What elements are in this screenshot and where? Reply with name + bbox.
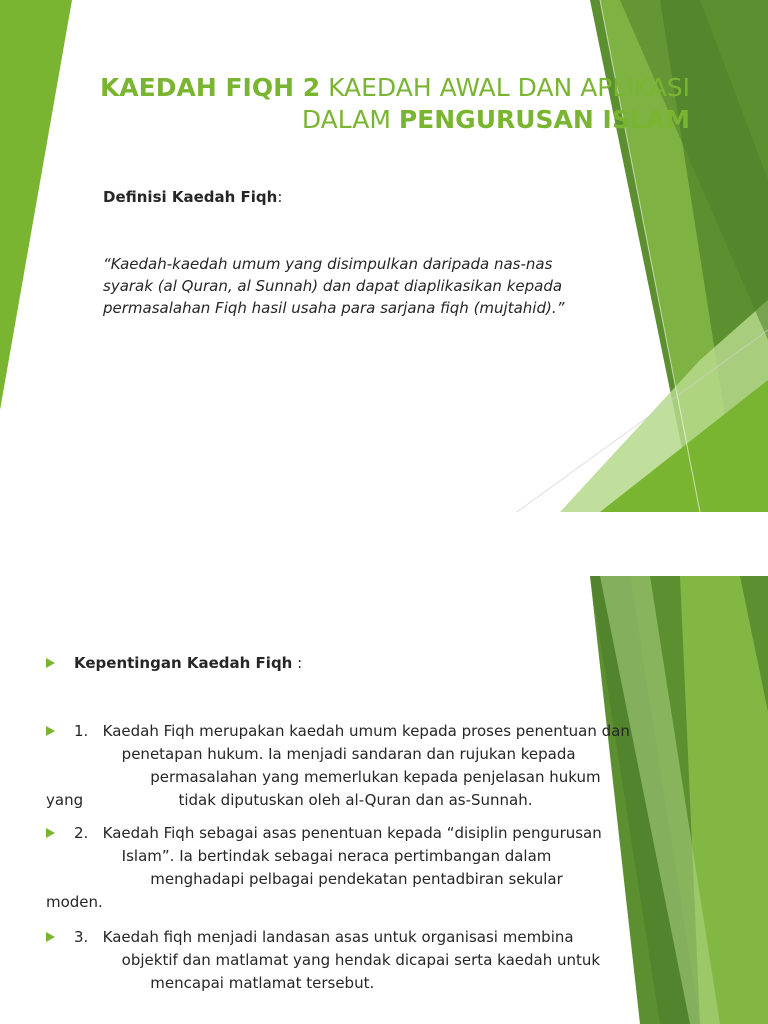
title-bold-part-1: KAEDAH FIQH 2 [99,73,321,102]
point-1-line: 1. Kaedah Fiqh merupakan kaedah umum kepada proses penentuan dan [74,722,630,740]
bullet-arrow-icon [46,828,55,838]
slide-importance [0,512,768,1024]
definition-heading-text: Definisi Kaedah Fiqh [103,188,278,206]
bullet-arrow-icon [46,658,55,668]
definition-quote-line: permasalahan Fiqh hasil usaha para sarjana fiqh (mujtahid).” [103,299,565,317]
bullet-arrow-icon [46,932,55,942]
definition-quote [103,253,643,319]
title-bold-part-2: PENGURUSAN ISLAM [398,105,690,134]
importance-heading: Kepentingan Kaedah Fiqh [74,654,293,672]
definition-quote-line: “Kaedah-kaedah umum yang disimpulkan daripada nas-nas [103,255,553,273]
point-1-line: permasalahan yang memerlukan kepada penjelasan hukum [74,768,601,786]
slide-title [50,72,690,136]
point-1-line: yang tidak diputuskan oleh al-Quran dan as-Sunnah. [46,791,533,809]
point-3-line: objektif dan matlamat yang hendak dicapai serta kaedah untuk [74,951,601,969]
point-3-line: 3. Kaedah fiqh menjadi landasan asas untuk organisasi membina [74,928,574,946]
importance-heading-suffix: : [292,654,303,672]
point-1-line: penetapan hukum. Ia menjadi sandaran dan rujukan kepada [74,745,576,763]
definition-quote-line: syarak (al Quran, al Sunnah) dan dapat diaplikasikan kepada [103,277,563,295]
point-2-line: 2. Kaedah Fiqh sebagai asas penentuan kepada “disiplin pengurusan [74,824,602,842]
point-2-line: Islam”. Ia bertindak sebagai neraca pertimbangan dalam [74,847,552,865]
point-2-line: menghadapi pelbagai pendekatan pentadbiran sekular [74,870,563,888]
point-2-line: moden. [46,893,103,911]
title-normal-part-2: DALAM [301,105,399,134]
definition-heading-colon: : [277,188,283,206]
bullet-arrow-icon [46,726,55,736]
left-green-stripe [0,0,72,410]
title-normal-part-1: KAEDAH AWAL DAN APLIKASI [320,73,690,102]
point-3-line: mencapai matlamat tersebut. [74,974,375,992]
definition-heading [103,188,282,206]
